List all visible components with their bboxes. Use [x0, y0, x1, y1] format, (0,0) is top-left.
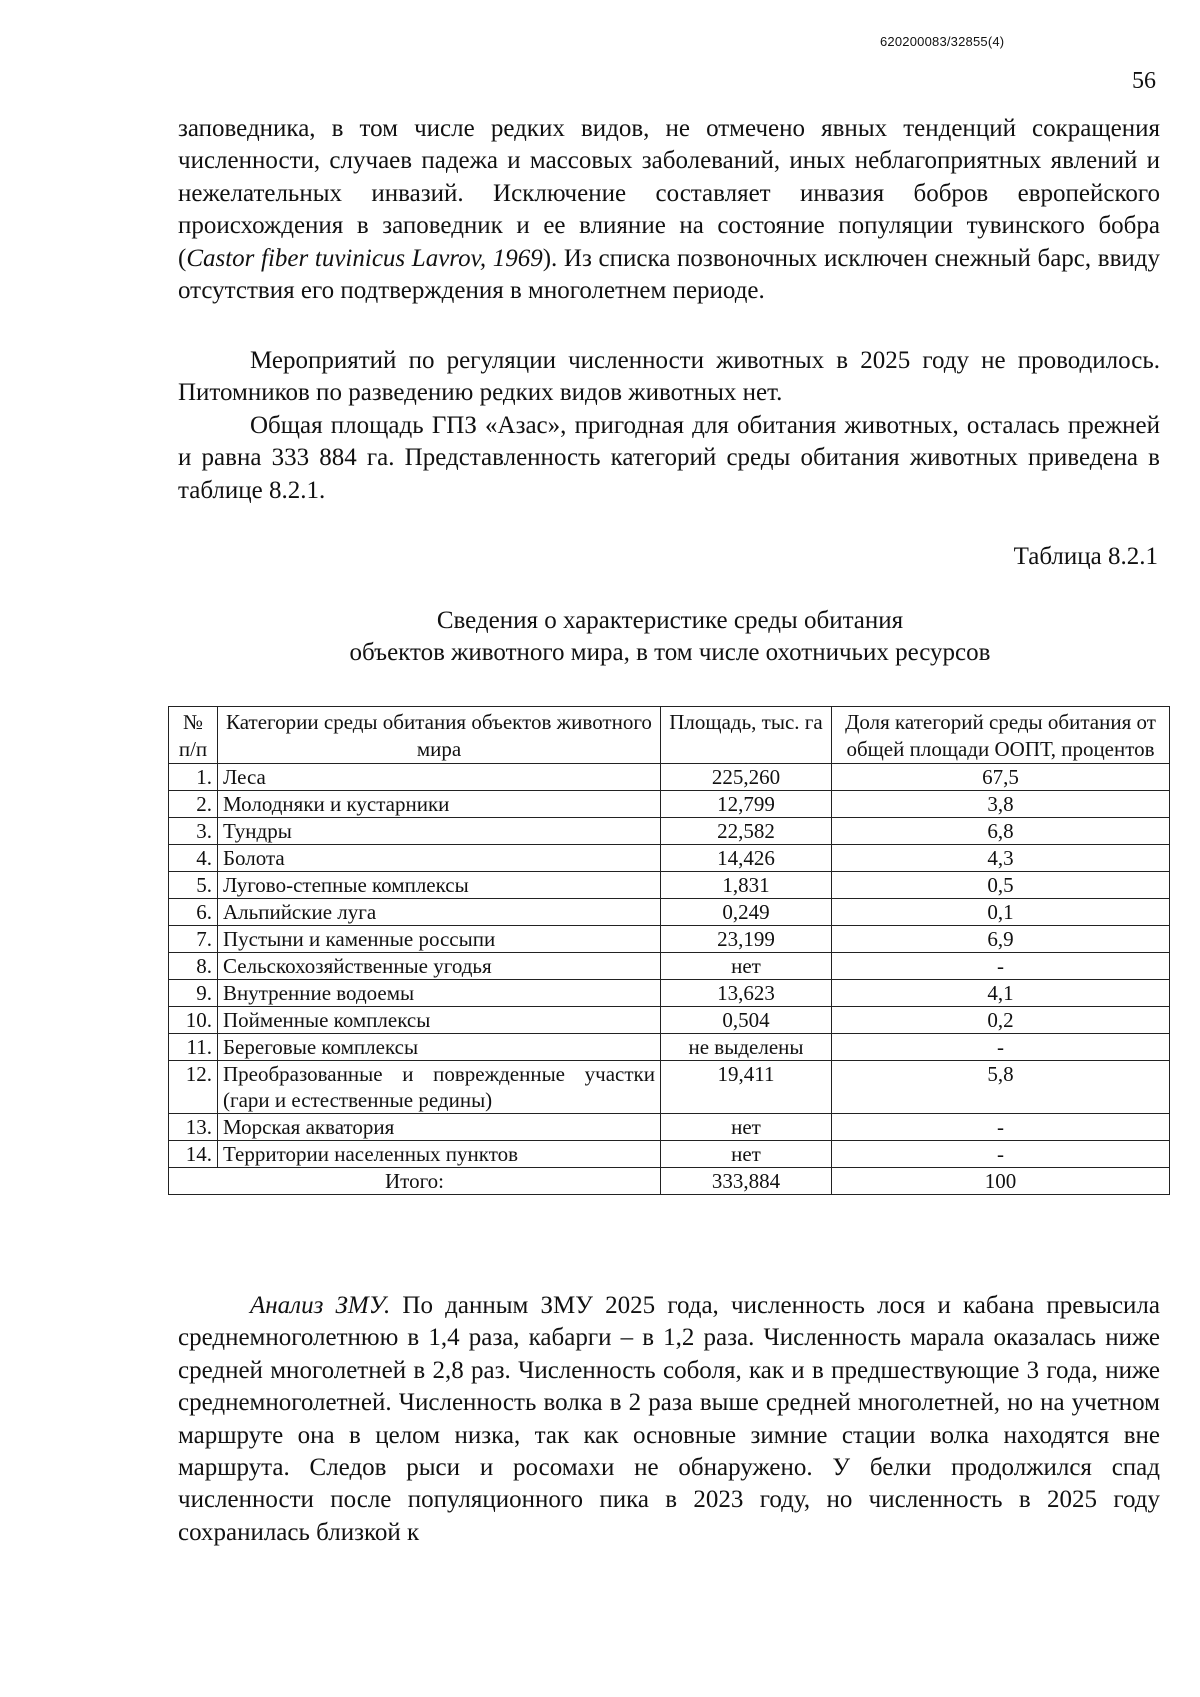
- row-share: -: [832, 1114, 1170, 1141]
- table-title-line2: объектов животного мира, в том числе охотничьих ресурсов: [349, 639, 991, 666]
- row-area: 23,199: [661, 926, 832, 953]
- paragraph-intro: [178, 113, 1160, 307]
- row-area: 22,582: [661, 818, 832, 845]
- row-share: 0,2: [832, 1007, 1170, 1034]
- row-category: Пойменные комплексы: [218, 1007, 661, 1034]
- row-share: 67,5: [832, 764, 1170, 791]
- table-row: [169, 926, 1170, 953]
- row-num: 2.: [169, 791, 218, 818]
- table-row: [169, 1114, 1170, 1141]
- row-share: 4,1: [832, 980, 1170, 1007]
- row-share: -: [832, 1141, 1170, 1168]
- row-share: 6,9: [832, 926, 1170, 953]
- table-row: [169, 1007, 1170, 1034]
- paragraph-intro-end: ). Из списка позвоночных исключен снежный барс, ввиду отсутствия его подтверждения в многолетнем периоде.: [178, 244, 1160, 305]
- habitat-table: [168, 706, 1170, 1195]
- row-area: 14,426: [661, 845, 832, 872]
- total-share: 100: [832, 1168, 1170, 1195]
- row-num: 3.: [169, 818, 218, 845]
- row-area: 0,504: [661, 1007, 832, 1034]
- row-area: 13,623: [661, 980, 832, 1007]
- row-share: -: [832, 1034, 1170, 1061]
- row-area: нет: [661, 953, 832, 980]
- row-share: 3,8: [832, 791, 1170, 818]
- table-row: [169, 1034, 1170, 1061]
- row-share: -: [832, 953, 1170, 980]
- table-row: [169, 791, 1170, 818]
- header-area: Площадь, тыс. га: [661, 707, 832, 764]
- row-num: 12.: [169, 1061, 218, 1114]
- row-area: не выделены: [661, 1034, 832, 1061]
- table-row: [169, 953, 1170, 980]
- row-num: 4.: [169, 845, 218, 872]
- row-num: 8.: [169, 953, 218, 980]
- row-category: Преобразованные и поврежденные участки (гари и естественные редины): [218, 1061, 661, 1114]
- table-row: [169, 764, 1170, 791]
- paragraph-regulation: [178, 345, 1160, 410]
- row-area: 1,831: [661, 872, 832, 899]
- row-category: Болота: [218, 845, 661, 872]
- species-name: Castor fiber tuvinicus Lavrov, 1969: [186, 244, 543, 272]
- row-category: Альпийские луга: [218, 899, 661, 926]
- table-row: [169, 818, 1170, 845]
- row-num: 13.: [169, 1114, 218, 1141]
- row-share: 4,3: [832, 845, 1170, 872]
- paragraph-intro-text: заповедника, в том числе редких видов, не отмечено явных тенденций сокращения численности, случаев падежа и массовых заболеваний, иных неблагоприятных явлений и нежелательных инвазий. Исключение составляет инвазия бобров европейского происхождения в заповедник и ее влияние на состояние популяции тувинского бобра (: [178, 115, 1160, 272]
- paragraph-area: [178, 410, 1160, 507]
- row-area: 225,260: [661, 764, 832, 791]
- total-area: 333,884: [661, 1168, 832, 1195]
- table-row: [169, 845, 1170, 872]
- table-label: Таблица 8.2.1: [1013, 543, 1158, 570]
- table-body: [169, 764, 1170, 1168]
- table-row: [169, 1061, 1170, 1114]
- paragraph-analysis-text: По данным ЗМУ 2025 года, численность лося и кабана превысила среднемноголетнюю в 1,4 раза, кабарги – в 1,2 раза. Численность марала оказалась ниже средней многолетней в 2,8 раз. Численность соболя, как и в предшествующие 3 года, ниже среднемноголетней. Численность волка в 2 раза выше средней многолетней, но на учетном маршруте она в целом низка, так как основные зимние стации волка находятся вне маршрута. Следов рыси и росомахи не обнаружено. У белки продолжился спад численности после популяционного пика в 2023 году, но численность в 2025 году сохранилась близкой к: [178, 1292, 1161, 1546]
- header-share: Доля категорий среды обитания от общей площади ООПТ, процентов: [832, 707, 1170, 764]
- row-num: 5.: [169, 872, 218, 899]
- row-category: Сельскохозяйственные угодья: [218, 953, 661, 980]
- header-num: № п/п: [169, 707, 218, 764]
- row-area: нет: [661, 1114, 832, 1141]
- row-share: 5,8: [832, 1061, 1170, 1114]
- page-number: 56: [1132, 68, 1156, 94]
- row-category: Леса: [218, 764, 661, 791]
- table-title-line1: Сведения о характеристике среды обитания: [436, 607, 904, 634]
- paragraph-area-text: Общая площадь ГПЗ «Азас», пригодная для обитания животных, осталась прежней и равна 333 884 га. Представленность категорий среды обитания животных приведена в таблице 8.2.1.: [178, 412, 1160, 504]
- table-row: [169, 1141, 1170, 1168]
- row-share: 0,1: [832, 899, 1170, 926]
- row-category: Молодняки и кустарники: [218, 791, 661, 818]
- row-category: Территории населенных пунктов: [218, 1141, 661, 1168]
- row-category: Пустыни и каменные россыпи: [218, 926, 661, 953]
- row-category: Внутренние водоемы: [218, 980, 661, 1007]
- table-total-row: [169, 1168, 1170, 1195]
- row-area: 0,249: [661, 899, 832, 926]
- row-num: 9.: [169, 980, 218, 1007]
- row-area: нет: [661, 1141, 832, 1168]
- row-num: 11.: [169, 1034, 218, 1061]
- row-num: 6.: [169, 899, 218, 926]
- row-num: 7.: [169, 926, 218, 953]
- row-num: 10.: [169, 1007, 218, 1034]
- paragraph-regulation-text: Мероприятий по регуляции численности животных в 2025 году не проводилось. Питомников по разведению редких видов животных нет.: [178, 347, 1160, 407]
- document-id: 620200083/32855(4): [880, 34, 1005, 49]
- row-num: 1.: [169, 764, 218, 791]
- row-category: Лугово-степные комплексы: [218, 872, 661, 899]
- row-area: 12,799: [661, 791, 832, 818]
- table-row: [169, 872, 1170, 899]
- total-label: Итого:: [169, 1168, 661, 1195]
- table-header-row: [169, 707, 1170, 764]
- table-title: [170, 605, 1170, 669]
- row-share: 0,5: [832, 872, 1170, 899]
- row-share: 6,8: [832, 818, 1170, 845]
- row-area: 19,411: [661, 1061, 832, 1114]
- row-category: Морская акватория: [218, 1114, 661, 1141]
- row-category: Береговые комплексы: [218, 1034, 661, 1061]
- analysis-heading: Анализ ЗМУ.: [250, 1292, 391, 1319]
- table-row: [169, 899, 1170, 926]
- header-category: Категории среды обитания объектов животного мира: [218, 707, 661, 764]
- paragraph-analysis: [178, 1290, 1160, 1549]
- row-category: Тундры: [218, 818, 661, 845]
- table-row: [169, 980, 1170, 1007]
- row-num: 14.: [169, 1141, 218, 1168]
